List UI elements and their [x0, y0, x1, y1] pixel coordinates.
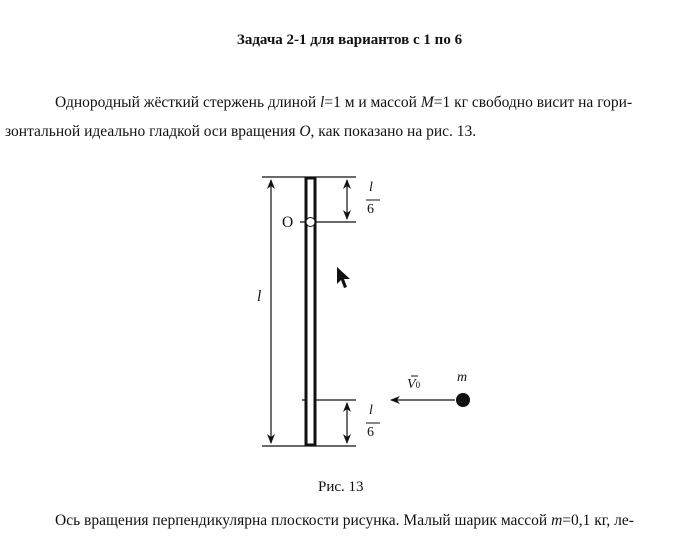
var-O: O [299, 123, 311, 140]
figure-caption: Рис. 13 [318, 479, 364, 495]
text: Ось вращения перпендикулярна плоскости рисунка. Малый шарик массой [55, 512, 552, 529]
text: Однородный жёсткий стержень длиной [55, 94, 321, 111]
axis-label: O [282, 214, 294, 231]
mass-label: m [457, 370, 468, 385]
length-label: l [257, 288, 262, 305]
pivot-axis [306, 218, 315, 227]
fraction-den: 6 [367, 425, 374, 440]
fraction-num: l [369, 180, 373, 195]
sub: 0 [415, 380, 421, 390]
velocity-label [407, 377, 420, 393]
var-l: l [320, 94, 325, 111]
problem-title: Задача 2-1 для вариантов с 1 по 6 [236, 32, 463, 48]
text: =0,1 кг, ле- [562, 512, 634, 529]
text: , как показано на рис. 13. [310, 123, 477, 140]
text: =1 м и массой [324, 94, 421, 111]
var-m: m [551, 512, 563, 529]
text: =1 кг свободно висит на гори- [433, 94, 633, 111]
paragraph-line [55, 512, 634, 530]
ball [456, 393, 470, 407]
cursor-icon [337, 267, 350, 288]
var-M: M [420, 94, 434, 111]
fraction-num: l [369, 403, 373, 418]
v: V [407, 377, 416, 392]
fraction-den: 6 [367, 202, 374, 217]
text: зонтальной идеально гладкой оси вращения [5, 123, 300, 140]
